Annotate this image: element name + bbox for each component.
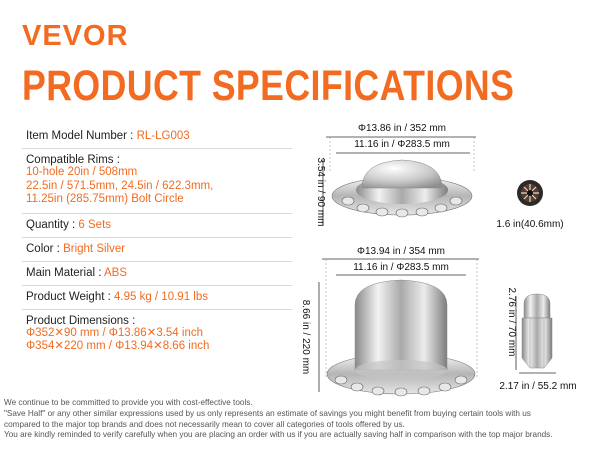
spec-dimensions-value-1: Φ352✕90 mm / Φ13.86✕3.54 inch bbox=[26, 326, 203, 339]
disclaimer-line-3: compared to the major top brands and does not necessarily mean to cover all categories of tools offered by us. bbox=[4, 419, 405, 429]
spec-color-label: Color : bbox=[26, 242, 64, 255]
spec-color-value: Bright Silver bbox=[63, 242, 126, 255]
disclaimer bbox=[4, 398, 600, 441]
rear-inner-diameter: 11.16 in / Φ283.5 mm bbox=[353, 262, 449, 273]
spec-model-value: RL-LG003 bbox=[136, 130, 190, 142]
front-outer-diameter: Φ13.86 in / 352 mm bbox=[357, 123, 447, 134]
disclaimer-line-2: "Save Half" or any other similar expressions used by us only represents an estimate of savings you might benefit from buying certain tools with us bbox=[4, 408, 531, 418]
disclaimer-line-1: We continue to be committed to provide you with cost-effective tools. bbox=[4, 398, 253, 407]
spec-material-value: ABS bbox=[103, 266, 127, 279]
spec-quantity-label: Quantity : bbox=[26, 218, 79, 231]
spec-weight-value: 4.95 kg / 10.91 lbs bbox=[114, 290, 208, 303]
spec-rims-value-1: 10-hole 20in / 508mm bbox=[26, 166, 138, 178]
lug-nut-side-image bbox=[516, 294, 556, 373]
nut-top-size: 1.6 in(40.6mm) bbox=[496, 219, 564, 230]
front-height: 3.54 in / 90 mm bbox=[315, 157, 326, 227]
rear-hub-cap-image bbox=[319, 259, 479, 396]
spec-rims-value-2: 22.5in / 571.5mm, 24.5in / 622.3mm, bbox=[26, 179, 214, 192]
spec-rims-value-3: 11.25in (285.75mm) Bolt Circle bbox=[26, 193, 184, 205]
disclaimer-line-4: You are kindly reminded to verify carefully when you are placing an order with us if you are actually saving half in comparison with the top major brands. bbox=[4, 430, 553, 440]
spec-material-label: Main Material : bbox=[26, 266, 104, 279]
spec-dimensions-value-2: Φ354✕220 mm / Φ13.94✕8.66 inch bbox=[26, 340, 210, 352]
front-hub-cap-image bbox=[323, 137, 476, 226]
nut-height: 2.76 in / 70 mm bbox=[506, 287, 517, 357]
brand-logo: VEVOR bbox=[22, 20, 129, 52]
page-title: PRODUCT SPECIFICATIONS bbox=[22, 62, 515, 110]
spec-weight-label: Product Weight : bbox=[26, 290, 114, 303]
nut-width: 2.17 in / 55.2 mm bbox=[499, 381, 577, 392]
spec-model-label: Item Model Number : bbox=[26, 130, 137, 142]
spec-quantity-value: 6 Sets bbox=[78, 218, 112, 231]
spec-dimensions-label: Product Dimensions : bbox=[26, 314, 136, 327]
rear-outer-diameter: Φ13.94 in / 354 mm bbox=[356, 246, 446, 257]
front-inner-diameter: 11.16 in / Φ283.5 mm bbox=[354, 139, 450, 150]
spec-rims-label: Compatible Rims : bbox=[26, 154, 120, 166]
rear-height: 8.66 in / 220 mm bbox=[300, 299, 311, 375]
lug-nut-top-image bbox=[517, 180, 543, 206]
